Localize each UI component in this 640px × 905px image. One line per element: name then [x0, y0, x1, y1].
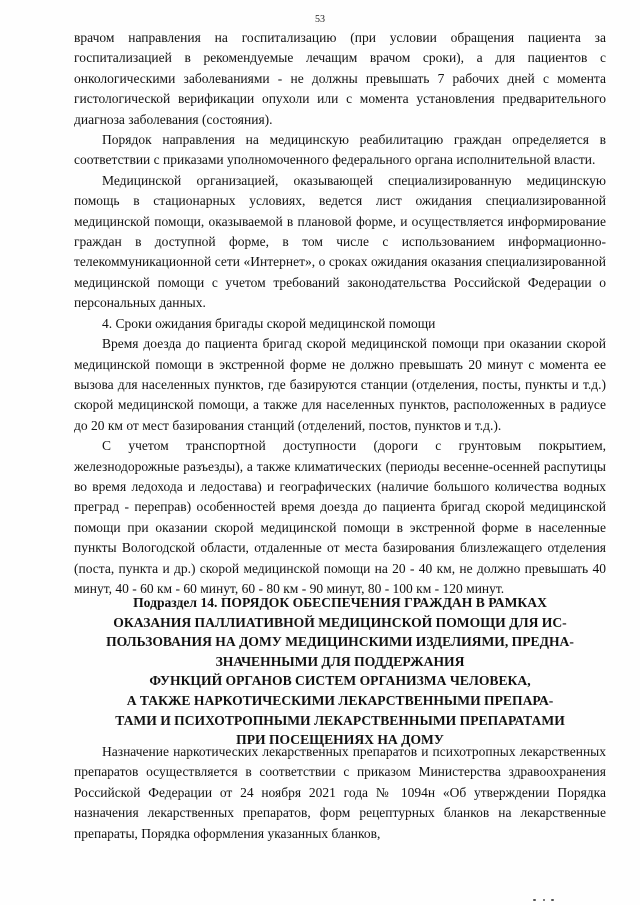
paragraph-narcotic-prescription: Назначение наркотических лекарственных препаратов и психотропных лекарственных препаратов осуществляется в соответствии с приказом Министерства здравоохранения Российской Федерации от 24 ноября 2021 года № 1094н «Об утверждении Порядка назначения лекарственных препаратов, форм рецептурных бланков на лекарственные препараты, Порядка оформления указанных бланков,: [74, 744, 606, 841]
paragraph-waiting-list: Медицинской организацией, оказывающей специализированную медицинскую помощь в стационарных условиях, ведется лист ожидания специализированной медицинской помощи, оказываемой в плановой форме, и осуществляется информирование граждан в доступной форме, в том числе с использованием информационно-телекоммуникационной сети «Интернет», о сроках ожидания оказания специализированной медицинской помощи с учетом требований законодательства Российской Федерации о персональных данных.: [74, 172, 606, 311]
paragraph-ambulance-arrival-time: Время доезда до пациента бригад скорой медицинской помощи при оказании скорой медицинской помощи в экстренной форме не должно превышать 20 минут с момента ее вызова для населенных пунктов, где базируются станции (отделения, посты, пункты и т.д.) скорой медицинской помощи, а также для населенных пунктов, расположенных в радиусе до 20 км от мест базирования станций (отделений, постов, пунктов и т.д.).: [74, 336, 606, 433]
section-title-line: ФУНКЦИЙ ОРГАНОВ СИСТЕМ ОРГАНИЗМА ЧЕЛОВЕКА,: [149, 673, 531, 689]
section-title-line: ЗНАЧЕННЫМИ ДЛЯ ПОДДЕРЖАНИЯ: [215, 653, 465, 669]
section-title-line: ПОЛЬЗОВАНИЯ НА ДОМУ МЕДИЦИНСКИМИ ИЗДЕЛИЯМИ, ПРЕДНА-: [106, 634, 574, 650]
section-title: [74, 593, 606, 750]
section-title-line: ОКАЗАНИЯ ПАЛЛИАТИВНОЙ МЕДИЦИНСКОЙ ПОМОЩИ ДЛЯ ИС-: [113, 614, 567, 630]
paragraph-transport-accessibility: С учетом транспортной доступности (дороги с грунтовым покрытием, железнодорожные разъезды), а также климатических (периоды весенне-осенней распутицы во время ледохода и ледостава) и географических (наличие большого количества водных преград - переправ) особенностей время доезда до пациента бригад скорой медицинской помощи при оказании скорой медицинской помощи в экстренной форме в населенные пункты Вологодской области, отдаленные от места базирования близлежащего отделения (поста, пункта и др.) скорой медицинской помощи на 20 - 40 км, не должно превышать 40 минут, 40 - 60 км - 60 минут, 60 - 80 км - 90 минут, 80 - 100 км - 120 минут.: [74, 438, 606, 596]
scan-speck: [551, 899, 554, 901]
scan-speck: [533, 899, 536, 901]
scan-speck: [543, 899, 545, 901]
section-title-line: ПРИ ПОСЕЩЕНИЯХ НА ДОМУ: [236, 732, 444, 748]
section-title-line: А ТАКЖЕ НАРКОТИЧЕСКИМИ ЛЕКАРСТВЕННЫМИ ПРЕПАРА-: [126, 692, 554, 708]
subheading-ambulance-waiting: 4. Сроки ожидания бригады скорой медицинской помощи: [102, 315, 436, 331]
paragraph-rehabilitation-order: Порядок направления на медицинскую реабилитацию граждан определяется в соответствии с приказами уполномоченного федерального органа исполнительной власти.: [74, 132, 606, 168]
section-title-line: ТАМИ И ПСИХОТРОПНЫМИ ЛЕКАРСТВЕННЫМИ ПРЕПАРАТАМИ: [115, 712, 565, 728]
paragraph-hospitalization-terms: врачом направления на госпитализацию (при условии обращения пациента за госпитализацией в рекомендуемые лечащим врачом сроки), а для пациентов с онкологическими заболеваниями - не должны превышать 7 рабочих дней с момента гистологической верификации опухоли или с момента установления предварительного диагноза заболевания (состояния).: [74, 30, 606, 127]
tail-text: [74, 742, 606, 844]
section-title-line: Подраздел 14. ПОРЯДОК ОБЕСПЕЧЕНИЯ ГРАЖДАН В РАМКАХ: [133, 595, 547, 610]
body-text: [74, 28, 606, 599]
page-number: 53: [315, 14, 325, 25]
